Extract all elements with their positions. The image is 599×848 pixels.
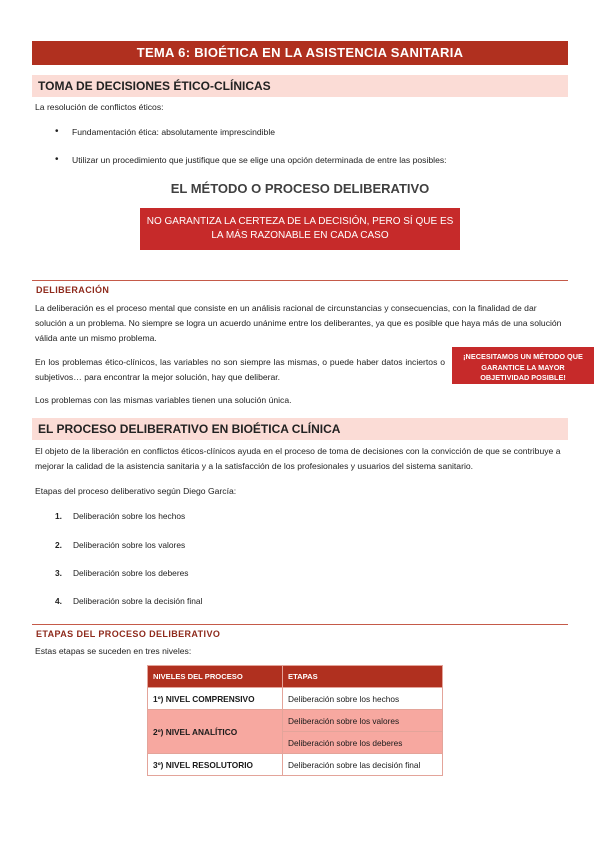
bullet-dot-icon: • bbox=[55, 154, 59, 165]
stage-cell: Deliberación sobre las decisión final bbox=[283, 754, 443, 776]
step-number: 2. bbox=[55, 540, 62, 550]
step-number: 3. bbox=[55, 568, 62, 578]
subsection-heading-deliberacion: DELIBERACIÓN bbox=[32, 280, 568, 295]
bullet-item bbox=[55, 154, 447, 165]
method-warning-box: NO GARANTIZA LA CERTEZA DE LA DECISIÓN, PERO SÍ QUE ES LA MÁS RAZONABLE EN CADA CASO bbox=[140, 208, 460, 250]
process-paragraph: El objeto de la liberación en conflictos éticos-clínicos ayuda en el proceso de toma de decisiones con la convicción de que se contribuye a mejorar la calidad de la asistencia sanitaria y a la satisfacción de los profesionales y usuarios del sistema sanitario. bbox=[35, 446, 561, 471]
stage-cell: Deliberación sobre los valores bbox=[283, 710, 443, 732]
document-title: TEMA 6: BIOÉTICA EN LA ASISTENCIA SANITARIA bbox=[32, 41, 568, 65]
step-item bbox=[55, 511, 186, 521]
step-number: 4. bbox=[55, 596, 62, 606]
step-text: Deliberación sobre los valores bbox=[73, 540, 186, 550]
intro-text: La resolución de conflictos éticos: bbox=[35, 102, 164, 112]
step-item bbox=[55, 540, 186, 550]
table-row bbox=[148, 710, 443, 732]
table-row bbox=[148, 754, 443, 776]
process-steps-intro: Etapas del proceso deliberativo según Diego García: bbox=[35, 486, 237, 496]
section-heading-toma-decisiones: TOMA DE DECISIONES ÉTICO-CLÍNICAS bbox=[32, 75, 568, 97]
stage-cell: Deliberación sobre los deberes bbox=[283, 732, 443, 754]
table-row bbox=[148, 688, 443, 710]
bullet-text: Fundamentación ética: absolutamente imprescindible bbox=[72, 127, 276, 137]
deliberation-paragraph: Los problemas con las mismas variables tienen una solución única. bbox=[35, 395, 292, 405]
etapas-intro: Estas etapas se suceden en tres niveles: bbox=[35, 646, 192, 656]
step-text: Deliberación sobre los hechos bbox=[73, 511, 186, 521]
level-cell: 1º) NIVEL COMPRENSIVO bbox=[148, 688, 283, 710]
method-heading: EL MÉTODO O PROCESO DELIBERATIVO bbox=[170, 181, 430, 196]
level-cell: 2º) NIVEL ANALÍTICO bbox=[148, 710, 283, 754]
stage-cell: Deliberación sobre los hechos bbox=[283, 688, 443, 710]
section-heading-proceso: EL PROCESO DELIBERATIVO EN BIOÉTICA CLÍNICA bbox=[32, 418, 568, 440]
bullet-item bbox=[55, 126, 276, 137]
table-header: NIVELES DEL PROCESO bbox=[148, 666, 283, 688]
objectivity-callout: ¡NECESITAMOS UN MÉTODO QUE GARANTICE LA MAYOR OBJETIVIDAD POSIBLE! bbox=[452, 347, 594, 384]
bullet-text: Utilizar un procedimiento que justifique que se elige una opción determinada de entre las posibles: bbox=[72, 155, 447, 165]
bullet-dot-icon: • bbox=[55, 126, 59, 137]
stages-table bbox=[147, 665, 443, 776]
step-text: Deliberación sobre los deberes bbox=[73, 568, 189, 578]
table-header-row bbox=[148, 666, 443, 688]
step-item bbox=[55, 568, 189, 578]
subsection-heading-etapas: ETAPAS DEL PROCESO DELIBERATIVO bbox=[32, 624, 568, 639]
level-cell: 3º) NIVEL RESOLUTORIO bbox=[148, 754, 283, 776]
step-text: Deliberación sobre la decisión final bbox=[73, 596, 203, 606]
step-item bbox=[55, 596, 203, 606]
table-header: ETAPAS bbox=[283, 666, 443, 688]
step-number: 1. bbox=[55, 511, 62, 521]
deliberation-paragraph: En los problemas ético-clínicos, las variables no son siempre las mismas, o puede haber datos inciertos o subjetivos… para encontrar la mejor solución, hay que deliberar. bbox=[35, 357, 445, 382]
deliberation-paragraph: La deliberación es el proceso mental que consiste en un análisis racional de circunstancias y consecuencias, con la finalidad de dar solución a un problema. No siempre se logra un acuerdo unánime entre los deliberantes, ya que es posible que haya más de una solución válida ante un mismo problema. bbox=[35, 303, 562, 343]
